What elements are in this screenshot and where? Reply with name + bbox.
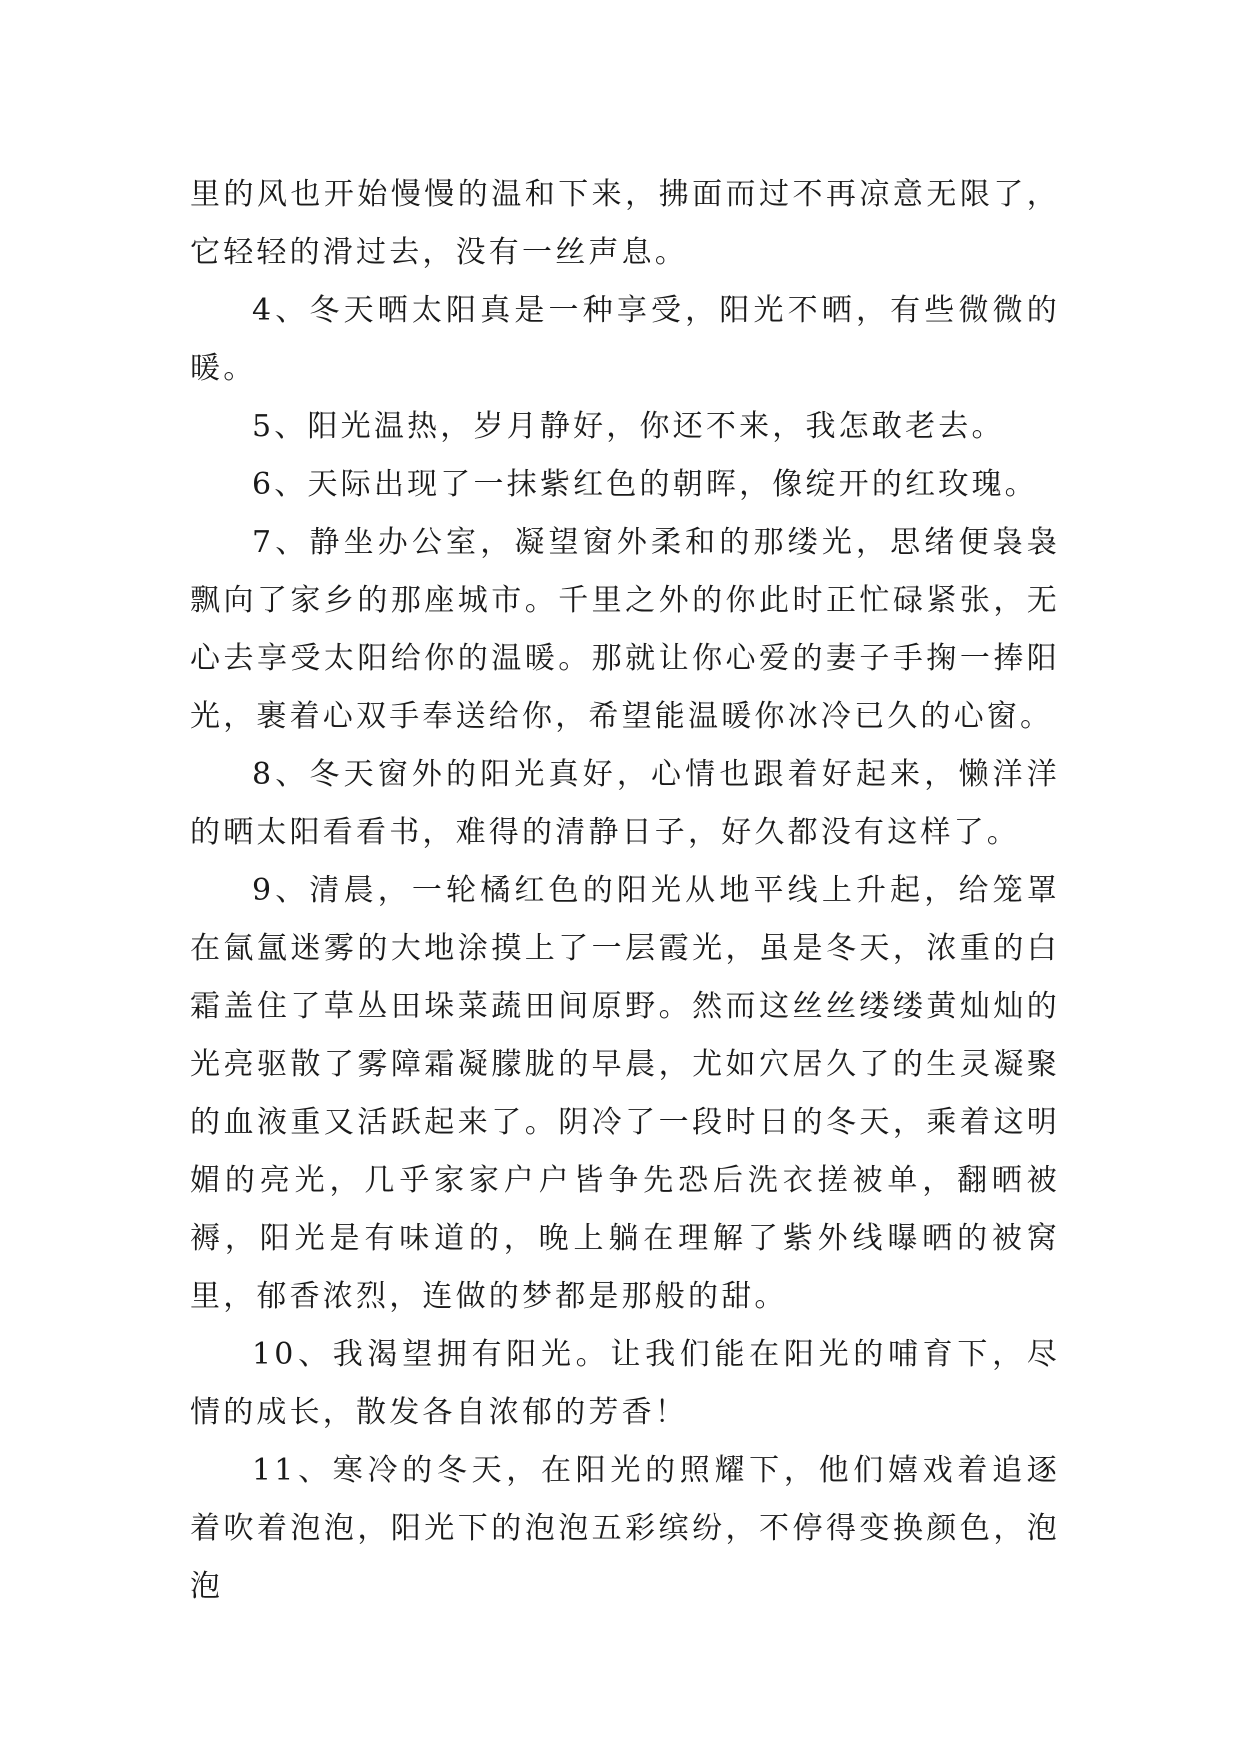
paragraph-5: 5、阳光温热，岁月静好，你还不来，我怎敢老去。 [252,409,1005,444]
paragraph-10: 10、我渴望拥有阳光。让我们能在阳光的哺育下，尽情的成长，散发各自浓郁的芳香！ [190,1337,1060,1430]
paragraph-11: 11、寒冷的冬天，在阳光的照耀下，他们嬉戏着追逐着吹着泡泡，阳光下的泡泡五彩缤纷，不停得变换颜色，泡泡 [190,1453,1060,1604]
paragraph-9: 9、清晨，一轮橘红色的阳光从地平线上升起，给笼罩在氤氲迷雾的大地涂摸上了一层霞光，虽是冬天，浓重的白霜盖住了草丛田垛菜蔬田间原野。然而这丝丝缕缕黄灿灿的光亮驱散了雾障霜凝朦胧的早晨，尤如穴居久了的生灵凝聚的血液重又活跃起来了。阴冷了一段时日的冬天，乘着这明媚的亮光，几乎家家户户皆争先恐后洗衣搓被单，翻晒被褥，阳光是有味道的，晚上躺在理解了紫外线曝晒的被窝里，郁香浓烈，连做的梦都是那般的甜。 [190,873,1060,1314]
body-text [190,166,1060,1616]
paragraph-continued: 里的风也开始慢慢的温和下来，拂面而过不再凉意无限了，它轻轻的滑过去，没有一丝声息。 [190,177,1060,270]
paragraph-4: 4、冬天晒太阳真是一种享受，阳光不晒，有些微微的暖。 [190,293,1060,386]
paragraph-6: 6、天际出现了一抹紫红色的朝晖，像绽开的红玫瑰。 [252,467,1038,502]
paragraph-7: 7、静坐办公室，凝望窗外柔和的那缕光，思绪便袅袅飘向了家乡的那座城市。千里之外的你此时正忙碌紧张，无心去享受太阳给你的温暖。那就让你心爱的妻子手掬一捧阳光，裹着心双手奉送给你，希望能温暖你冰冷已久的心窗。 [190,525,1060,734]
paragraph-8: 8、冬天窗外的阳光真好，心情也跟着好起来，懒洋洋的晒太阳看看书，难得的清静日子，好久都没有这样了。 [190,757,1060,850]
